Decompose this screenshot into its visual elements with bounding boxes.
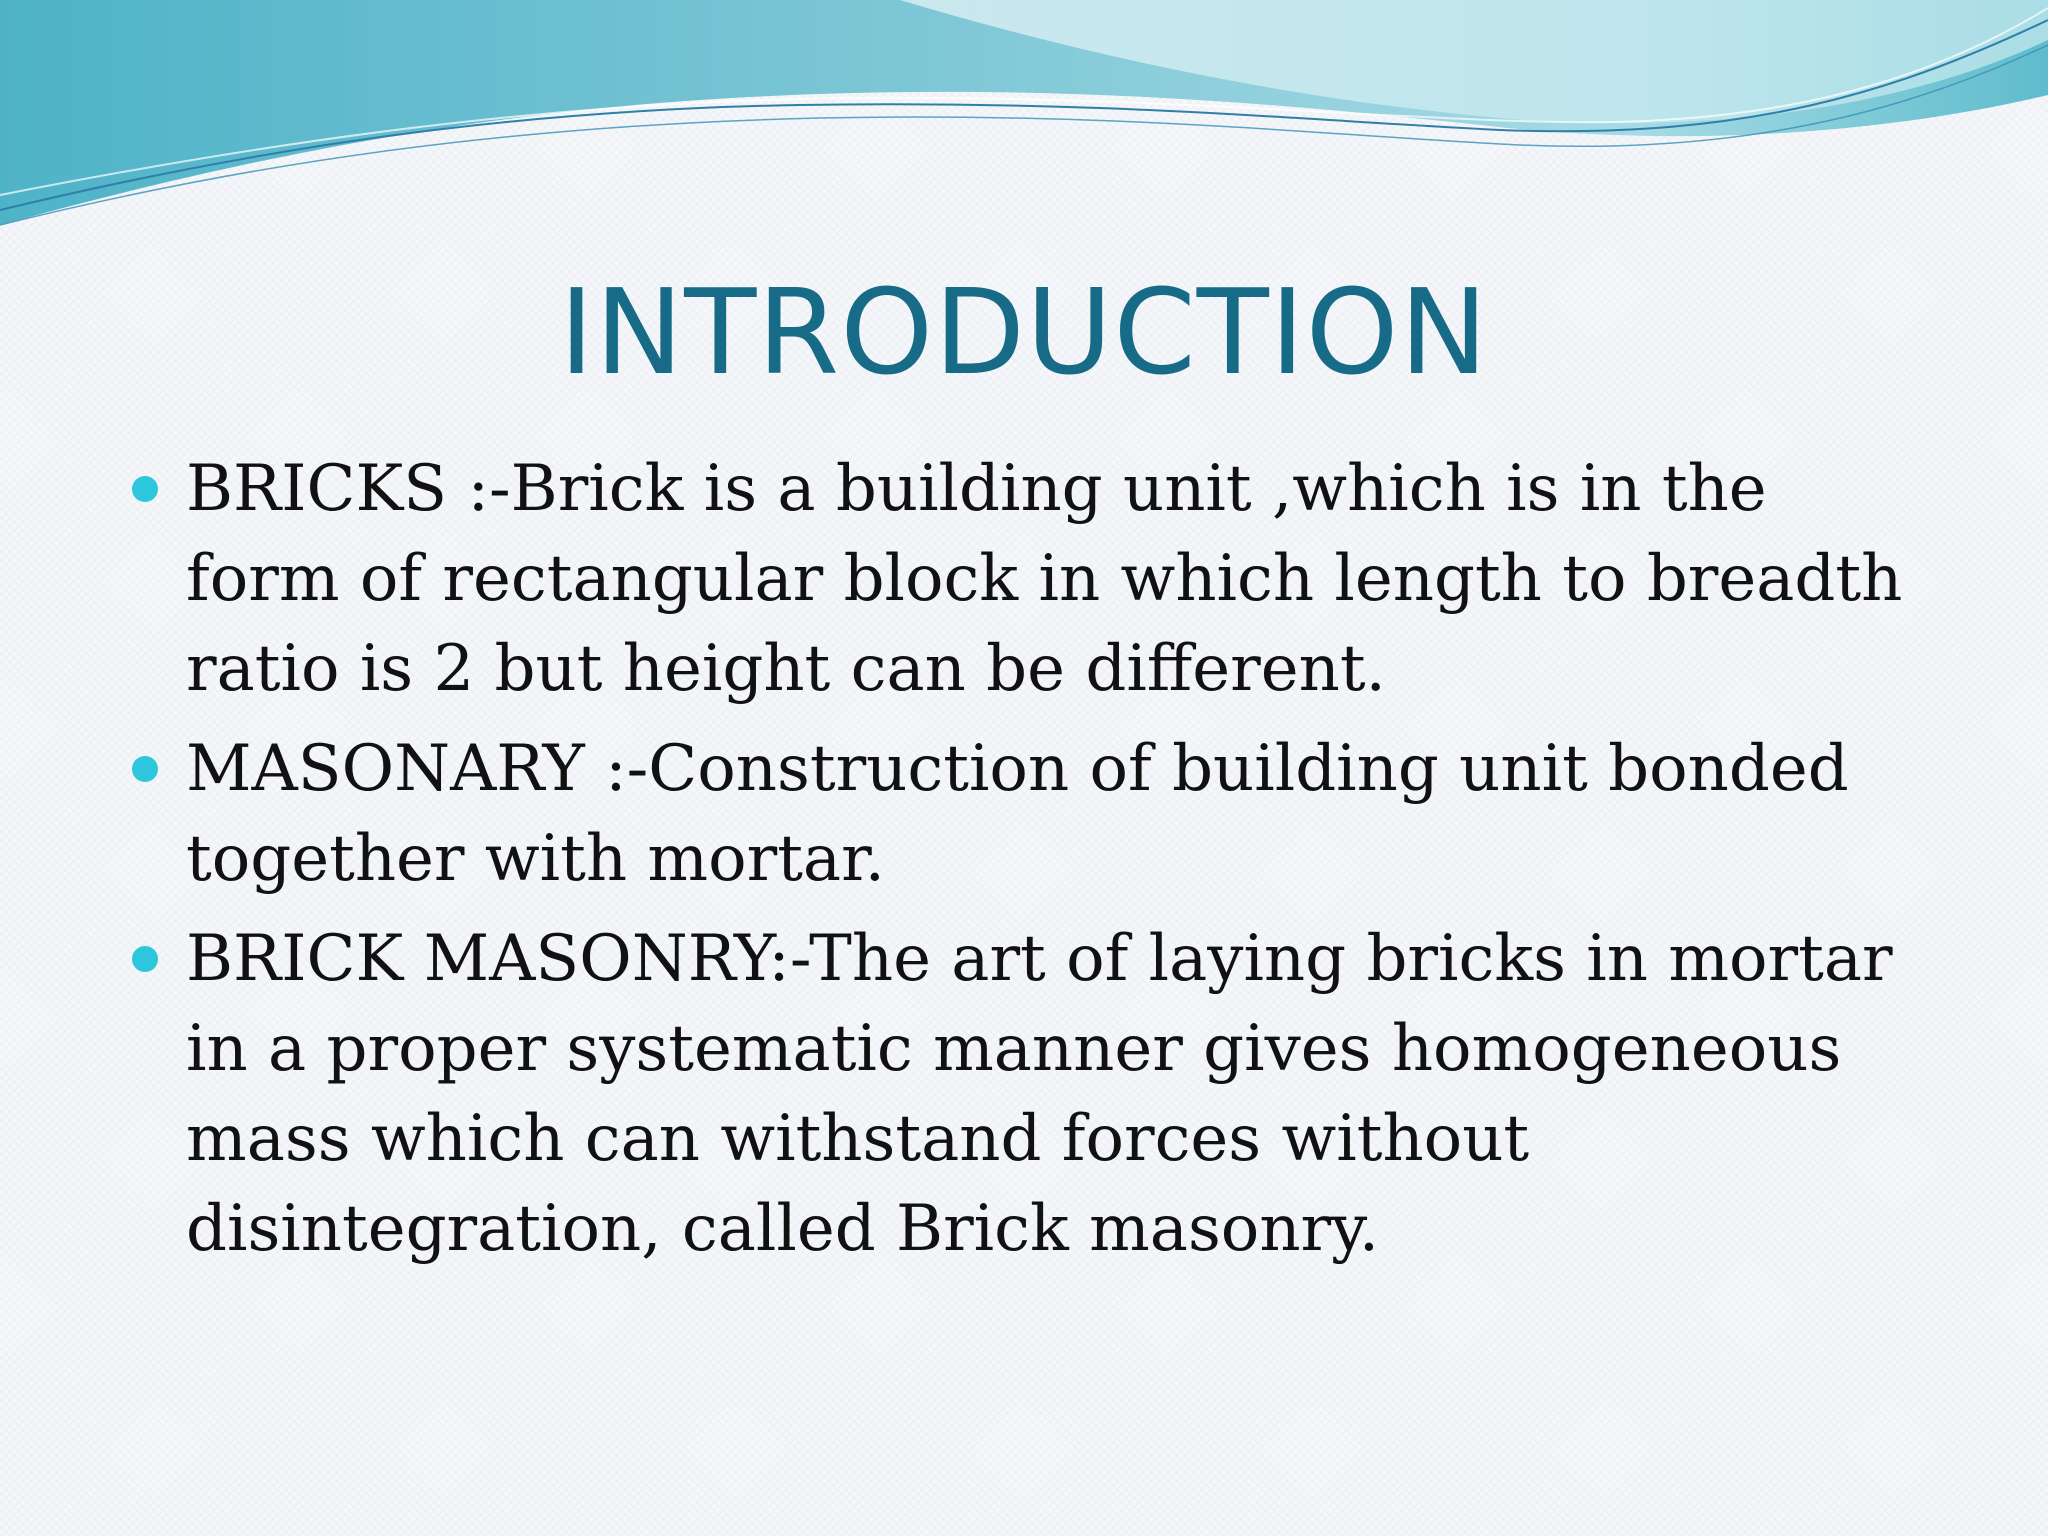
bullet-item-masonary xyxy=(130,724,1930,904)
bullet-dot-icon xyxy=(132,476,158,502)
bullet-item-brick-masonry xyxy=(130,914,1930,1274)
bullet-text: BRICKS :-Brick is a building unit ,which is in the form of rectangular block in which length to breadth ratio is 2 but height can be different. xyxy=(186,452,1903,706)
bullet-dot-icon xyxy=(132,756,158,782)
slide-title: INTRODUCTION xyxy=(559,263,1489,401)
bullet-text: MASONARY :-Construction of building unit bonded together with mortar. xyxy=(186,732,1849,896)
bullet-dot-icon xyxy=(132,946,158,972)
bullet-text: BRICK MASONRY:-The art of laying bricks in mortar in a proper systematic manner gives homogeneous mass which can withstand forces without disintegration, called Brick masonry. xyxy=(186,922,1893,1266)
bullet-item-bricks xyxy=(130,444,1930,714)
header-wave-decoration xyxy=(0,0,2048,260)
bullet-list xyxy=(130,444,1930,1284)
